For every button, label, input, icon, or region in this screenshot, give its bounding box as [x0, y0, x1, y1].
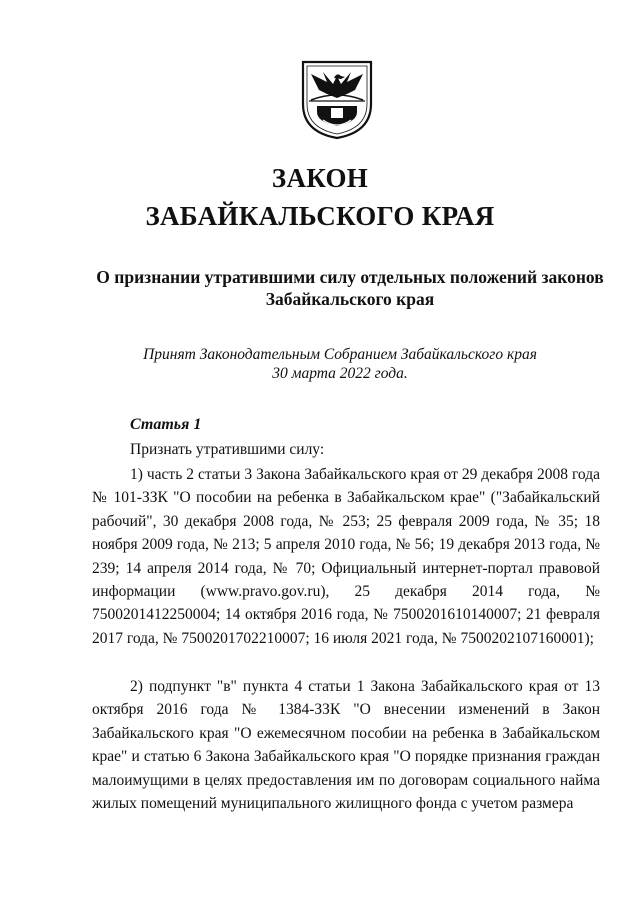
- document-title-line2: ЗАБАЙКАЛЬСКОГО КРАЯ: [145, 201, 495, 231]
- document-title-line1: ЗАКОН: [271, 163, 369, 193]
- article-intro: Признать утратившими силу:: [130, 441, 325, 458]
- paragraph-2: 2) подпункт "в" пункта 4 статьи 1 Закона Забайкальского края от 13 октября 2016 года № 1384-ЗЗК "О внесении изменений в Закон Забайкальского края "О ежемесячном пособии на ребенка в Забайкальском крае" и статью 6 Закона Забайкальского края "О порядке признания граждан малоимущими в целях предоставления им по договорам социального найма жилых помещений муниципального жилищного фонда с учетом размера: [92, 678, 600, 813]
- law-subtitle: [60, 266, 640, 310]
- article-heading: Статья 1: [130, 416, 202, 433]
- subtitle-line1: О признании утратившими силу отдельных положений законов: [96, 267, 604, 287]
- subtitle-line2: Забайкальского края: [265, 289, 435, 309]
- adoption-line1: Принят Законодательным Собранием Забайкальского края: [143, 346, 537, 363]
- coat-of-arms-icon: [301, 60, 373, 140]
- adoption-line2: 30 марта 2022 года.: [272, 365, 408, 382]
- paragraph-1: 1) часть 2 статьи 3 Закона Забайкальского края от 29 декабря 2008 года № 101-ЗЗК "О пособии на ребенка в Забайкальском крае" ("Забайкальский рабочий", 30 декабря 2008 года, № 253; 25 февраля 2009 года, № 35; 18 ноября 2009 года, № 213; 5 апреля 2010 года, № 56; 19 декабря 2013 года, № 239; 14 апреля 2014 года, № 70; Официальный интернет-портал правовой информации (www.pravo.gov.ru), 25 декабря 2014 года, № 7500201412250004; 14 октября 2016 года, № 7500201610140007; 21 февраля 2017 года, № 7500201702210007; 16 июля 2021 года, № 7500202107160001);: [92, 466, 600, 647]
- adoption-note: [50, 345, 630, 383]
